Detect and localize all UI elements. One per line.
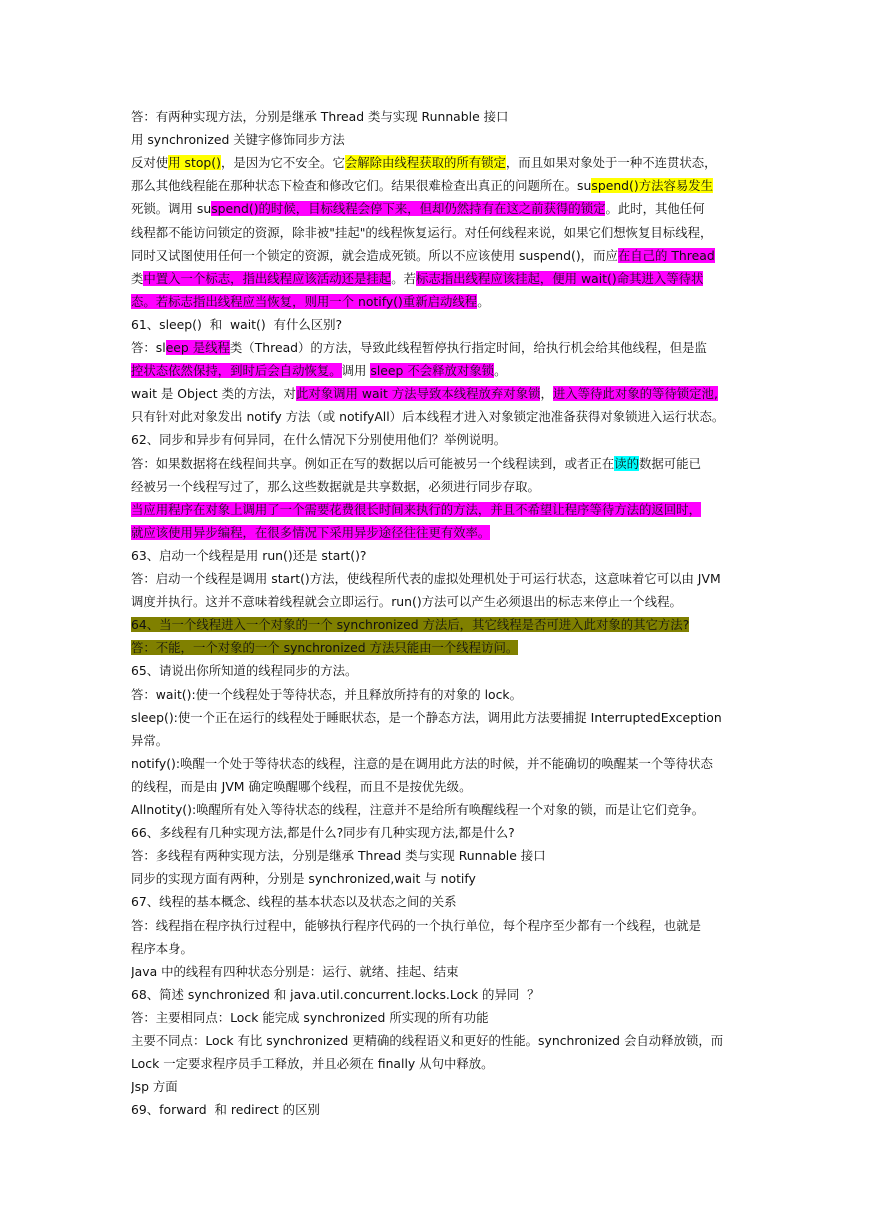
text-segment: notify():唤醒一个处于等待状态的线程，注意的是在调用此方法的时候，并不能确切的唤醒某一个等待状态 [131, 755, 713, 771]
text-line [131, 707, 722, 729]
text-segment: 的线程，而是由 JVM 确定唤醒哪个线程，而且不是按优先级。 [131, 778, 472, 794]
text-line [131, 730, 168, 752]
highlighted-text: 中置入一个标志，指出线程应该活动还是挂起 [143, 270, 392, 286]
text-line [131, 614, 689, 636]
text-line [131, 222, 712, 244]
text-segment: 异常。 [131, 732, 169, 748]
text-segment: ， [540, 386, 553, 402]
highlighted-text: 读的 [614, 455, 640, 471]
text-line [131, 383, 718, 405]
text-segment: 答：有两种实现方法，分别是继承 Thread 类与实现 Runnable 接口 [131, 109, 509, 124]
text-line [131, 637, 518, 659]
text-line [131, 660, 357, 682]
text-segment: 67、线程的基本概念、线程的基本状态以及状态之间的关系 [131, 894, 457, 910]
text-line [131, 314, 342, 336]
text-line [131, 1053, 494, 1075]
text-segment: 65、请说出你所知道的线程同步的方法。 [131, 663, 358, 679]
text-line [131, 684, 522, 706]
text-segment: 63、启动一个线程是用 run()还是 start()? [131, 547, 367, 563]
text-segment: 经被另一个线程写过了，那么这些数据就是共享数据，必须进行同步存取。 [131, 478, 540, 494]
text-segment: 。若 [391, 270, 416, 286]
text-line [131, 429, 506, 451]
text-line [131, 568, 721, 590]
text-line [131, 591, 682, 613]
highlighted-text: 标志指出线程应该挂起，便用 wait()命其进入等待状 [415, 270, 704, 286]
highlighted-text: 就应该使用异步编程，在很多情况下采用异步途径往往更有效率。 [131, 524, 491, 540]
text-segment: 68、简述 synchronized 和 java.util.concurrent.locks.Lock 的异同 ？ [131, 986, 540, 1002]
text-line [131, 453, 701, 475]
text-segment: 答：多线程有两种实现方法，分别是继承 Thread 类与实现 Runnable 接口 [131, 848, 546, 864]
text-segment: 61、sleep() 和 wait() 有什么区别? [131, 316, 343, 332]
text-segment: 同时又试图使用任何一个锁定的资源，就会造成死锁。所以不应该使用 suspend()，而应 [131, 247, 618, 263]
text-line [131, 245, 715, 267]
text-line [131, 476, 540, 498]
text-segment: wait 是 Object 类的方法，对 [131, 386, 296, 402]
text-segment: Allnotity():唤醒所有处入等待状态的线程，注意并不是给所有唤醒线程一个对象的锁，而是让它们竞争。 [131, 802, 705, 817]
text-segment: 答：启动一个线程是调用 start()方法，使线程所代表的虚拟处理机处于可运行状态，这意味着它可以由 JVM [131, 571, 721, 586]
text-segment: 主要不同点：Lock 有比 synchronized 更精确的线程语义和更好的性能。synchronized 会自动释放锁，而 [131, 1033, 724, 1048]
text-segment: 。 [477, 293, 490, 309]
text-segment: 类 [131, 270, 144, 286]
text-line [131, 268, 703, 290]
text-segment: ，是因为它不安全。它 [220, 155, 345, 171]
text-line [131, 915, 701, 937]
text-segment: sleep():使一个正在运行的线程处于睡眠状态，是一个静态方法，调用此方法要捕捉 InterruptedException [131, 709, 722, 725]
text-segment: 那么其他线程能在那种状态下检查和修改它们。结果很难检查出真正的问题所在。su [131, 178, 592, 194]
text-segment: 反对使 [131, 155, 169, 171]
text-line [131, 129, 345, 151]
text-line [131, 1030, 723, 1052]
text-line [131, 1076, 178, 1098]
text-segment: 用 synchronized 关键字修饰同步方法 [131, 132, 345, 148]
text-line [131, 545, 367, 567]
text-segment: 答：如果数据将在线程间共享。例如正在写的数据以后可能被另一个线程读到，或者正在 [131, 455, 615, 471]
text-segment: 答：主要相同点：Lock 能完成 synchronized 所实现的所有功能 [131, 1009, 489, 1025]
highlighted-text: eep 是线程 [165, 340, 230, 355]
text-segment: 答：线程指在程序执行过程中，能够执行程序代码的一个执行单位，每个程序至少都有一个线程，也就是 [131, 917, 701, 933]
text-line [131, 360, 506, 382]
text-segment: Lock 一定要求程序员手工释放，并且必须在 finally 从句中释放。 [131, 1056, 494, 1072]
text-segment: 。此时，其他任何 [605, 201, 705, 217]
text-segment: 线程都不能访问锁定的资源，除非被"挂起"的线程恢复运行。对任何线程来说，如果它们想恢复目标线程， [131, 224, 713, 240]
text-line [131, 291, 490, 313]
text-segment: 类（Thread）的方法，导致此线程暂停执行指定时间，给执行机会给其他线程，但是监 [229, 340, 707, 355]
text-segment: 数据可能已 [639, 455, 701, 471]
text-line [131, 753, 713, 775]
text-segment: Jsp 方面 [131, 1079, 178, 1095]
text-line [131, 984, 540, 1006]
highlighted-text: 态。若标志指出线程应当恢复，则用一个 notify()重新启动线程 [131, 293, 478, 309]
highlighted-text: 用 stop() [168, 155, 221, 171]
text-segment: 62、同步和异步有何异同，在什么情况下分别使用他们？举例说明。 [131, 432, 507, 448]
highlighted-text: spend()的时候，目标线程会停下来，但却仍然持有在这之前获得的锁定 [211, 201, 606, 217]
text-line [131, 337, 707, 359]
text-line [131, 1007, 489, 1029]
text-segment: 66、多线程有几种实现方法,都是什么?同步有几种实现方法,都是什么? [131, 825, 515, 841]
text-line [131, 868, 476, 890]
highlighted-text: 此对象调用 wait 方法导致本线程放弃对象锁 [295, 386, 541, 402]
text-line [131, 822, 515, 844]
highlighted-text: spend()方法容易发生 [591, 178, 714, 194]
text-segment: 。 [494, 363, 507, 379]
text-segment: 69、forward 和 redirect 的区别 [131, 1102, 320, 1118]
text-segment: ，而且如果对象处于一种不连贯状态， [505, 155, 717, 171]
text-line [131, 406, 724, 428]
text-segment: 答：sl [131, 340, 166, 355]
text-line [131, 522, 490, 544]
text-line [131, 106, 508, 128]
text-line [131, 1099, 320, 1121]
highlighted-text: sleep 不会释放对象锁 [370, 363, 495, 379]
text-line [131, 152, 717, 174]
text-line [131, 938, 193, 960]
text-segment: 同步的实现方面有两种，分别是 synchronized,wait 与 notify [131, 871, 476, 887]
text-segment: 调用 [341, 363, 371, 379]
text-line [131, 799, 704, 821]
text-segment: 调度并执行。这并不意味着线程就会立即运行。run()方法可以产生必须退出的标志来停止一个线程。 [131, 594, 682, 610]
highlighted-text: 当应用程序在对象上调用了一个需要花费很长时间来执行的方法，并且不希望让程序等待方法的返回时， [131, 501, 701, 517]
text-line [131, 845, 546, 867]
highlighted-text: 64、当一个线程进入一个对象的一个 synchronized 方法后，其它线程是否可进入此对象的其它方法? [131, 617, 690, 633]
text-segment: Java 中的线程有四种状态分别是：运行、就绪、挂起、结束 [131, 963, 459, 979]
text-segment: 只有针对此对象发出 notify 方法（或 notifyAll）后本线程才进入对象锁定池准备获得对象锁进入运行状态。 [131, 409, 725, 425]
highlighted-text: 在自己的 Thread [617, 247, 715, 263]
text-segment: 程序本身。 [131, 940, 193, 956]
text-line [131, 891, 457, 913]
text-segment: 答：wait():使一个线程处于等待状态，并且释放所持有的对象的 lock。 [131, 686, 522, 702]
text-line [131, 499, 701, 521]
highlighted-text: 答：不能，一个对象的一个 synchronized 方法只能由一个线程访问。 [131, 640, 519, 656]
text-line [131, 961, 459, 983]
highlighted-text: 会解除由线程获取的所有锁定 [344, 155, 506, 171]
text-line [131, 198, 705, 220]
text-line [131, 776, 471, 798]
highlighted-text: 控状态依然保持，到时后会自动恢复。 [131, 363, 342, 379]
highlighted-text: 进入等待此对象的等待锁定池, [552, 386, 718, 402]
text-line [131, 175, 713, 197]
text-segment: 死锁。调用 su [131, 201, 212, 217]
